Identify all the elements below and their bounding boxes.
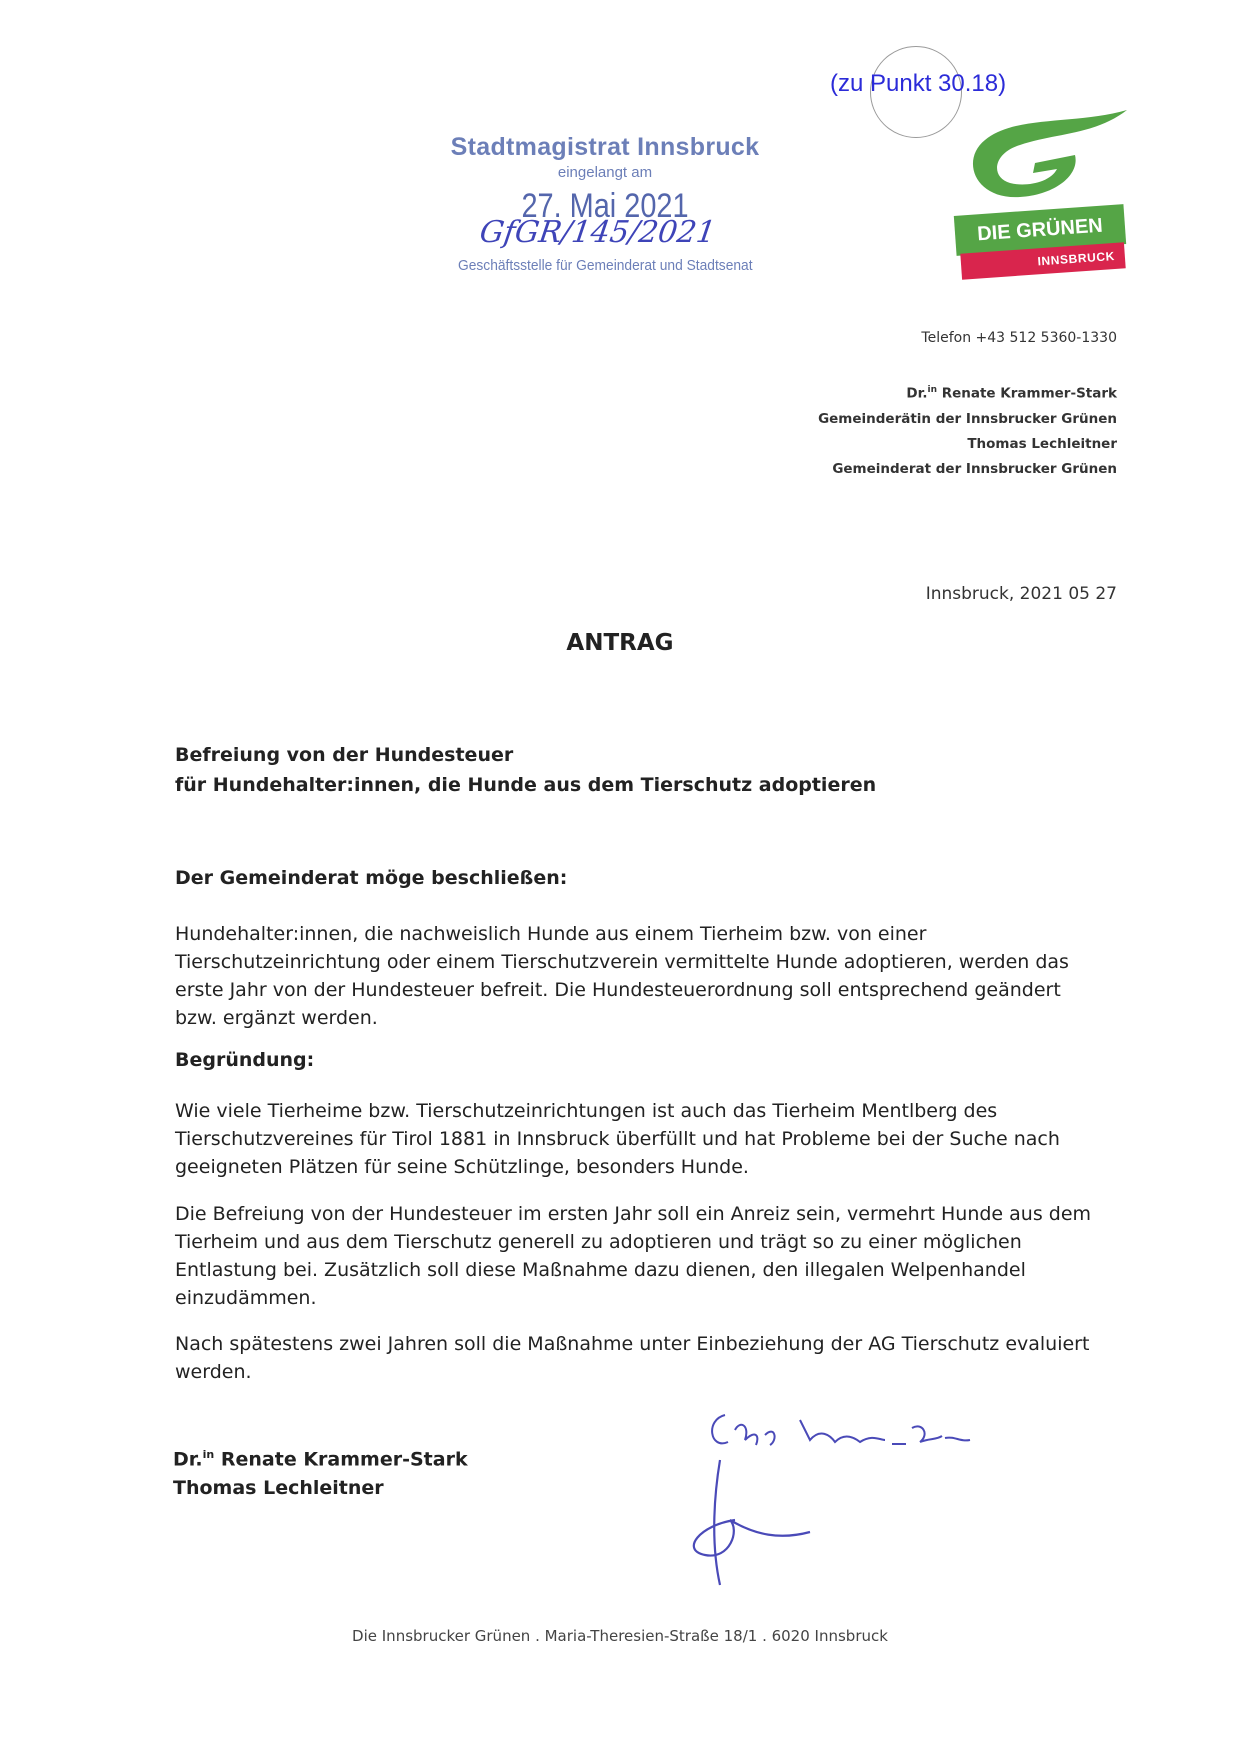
signer-1: Dr.$^{in}$ Renate Krammer-Stark <box>173 1448 468 1471</box>
gruene-logo <box>955 105 1135 280</box>
sender-2-role: Gemeinderat der Innsbrucker Grünen <box>832 460 1117 477</box>
date-line: Innsbruck, 2021 05 27 <box>925 584 1117 604</box>
resolve-text: Hundehalter:innen, die nachweislich Hunde aus einem Tierheim bzw. von einer Tierschutzeinrichtung oder einem Tierschutzverein vermittelte Hunde adoptieren, werden das erste Jahr von der Hundesteuer befreit. Die Hundesteuerordnung soll entsprechend geändert bzw. ergänzt werden. <box>175 923 1069 1029</box>
g-swoosh-icon <box>955 105 1135 215</box>
received-stamp <box>440 133 770 226</box>
agenda-point-note: (zu Punkt 30.18) <box>830 70 1007 97</box>
sender-2-name: Thomas Lechleitner <box>967 435 1117 452</box>
signer-2: Thomas Lechleitner <box>173 1477 384 1500</box>
document-heading: ANTRAG <box>566 630 674 656</box>
logo-name: DIE GRÜNEN <box>954 204 1126 256</box>
reason-paragraph: Die Befreiung von der Hundesteuer im ersten Jahr soll ein Anreiz sein, vermehrt Hunde aus dem Tierheim und aus dem Tierschutz generell zu adoptieren und trägt so zu einer möglichen Entlastung bei. Zusätzlich soll diese Maßnahme dazu dienen, den illegalen Welpenhandel einzudämmen. <box>175 1203 1092 1309</box>
reason-paragraph: Wie viele Tierheime bzw. Tierschutzeinrichtungen ist auch das Tierheim Mentlberg des Tierschutzvereines für Tirol 1881 in Innsbruck überfüllt und hat Probleme bei der Suche nach geeigneten Plätzen für seine Schützlinge, besonders Hunde. <box>175 1100 1060 1178</box>
stamp-title: Stadtmagistrat Innsbruck <box>450 133 760 161</box>
sender-1-name: Dr.$^{in}$ Renate Krammer-Stark <box>906 385 1117 402</box>
subject-line-1: Befreiung von der Hundesteuer <box>175 744 514 766</box>
stamp-date: 27. Mai 2021 <box>521 187 689 225</box>
telephone: Telefon +43 512 5360-1330 <box>921 330 1117 346</box>
stamp-reference: GfGR/145/2021 <box>477 215 718 250</box>
sender-1-role: Gemeinderätin der Innsbrucker Grünen <box>818 410 1117 427</box>
logo-city: INNSBRUCK <box>960 242 1125 279</box>
reason-paragraph: Nach spätestens zwei Jahren soll die Maßnahme unter Einbeziehung der AG Tierschutz evaluiert werden. <box>175 1333 1090 1383</box>
stamp-office: Geschäftsstelle für Gemeinderat und Stadtsenat <box>458 257 753 274</box>
sender-block <box>818 378 1117 482</box>
resolve-heading: Der Gemeinderat möge beschließen: <box>175 867 568 889</box>
stamp-subtitle: eingelangt am <box>557 164 653 181</box>
subject <box>175 740 1105 800</box>
subject-line-2: für Hundehalter:innen, die Hunde aus dem Tierschutz adoptieren <box>175 774 877 796</box>
handwritten-signatures <box>660 1400 1080 1600</box>
signers-block <box>173 1440 468 1503</box>
footer-address: Die Innsbrucker Grünen . Maria-Theresien-Straße 18/1 . 6020 Innsbruck <box>352 1627 888 1645</box>
reason-heading: Begründung: <box>175 1049 315 1071</box>
